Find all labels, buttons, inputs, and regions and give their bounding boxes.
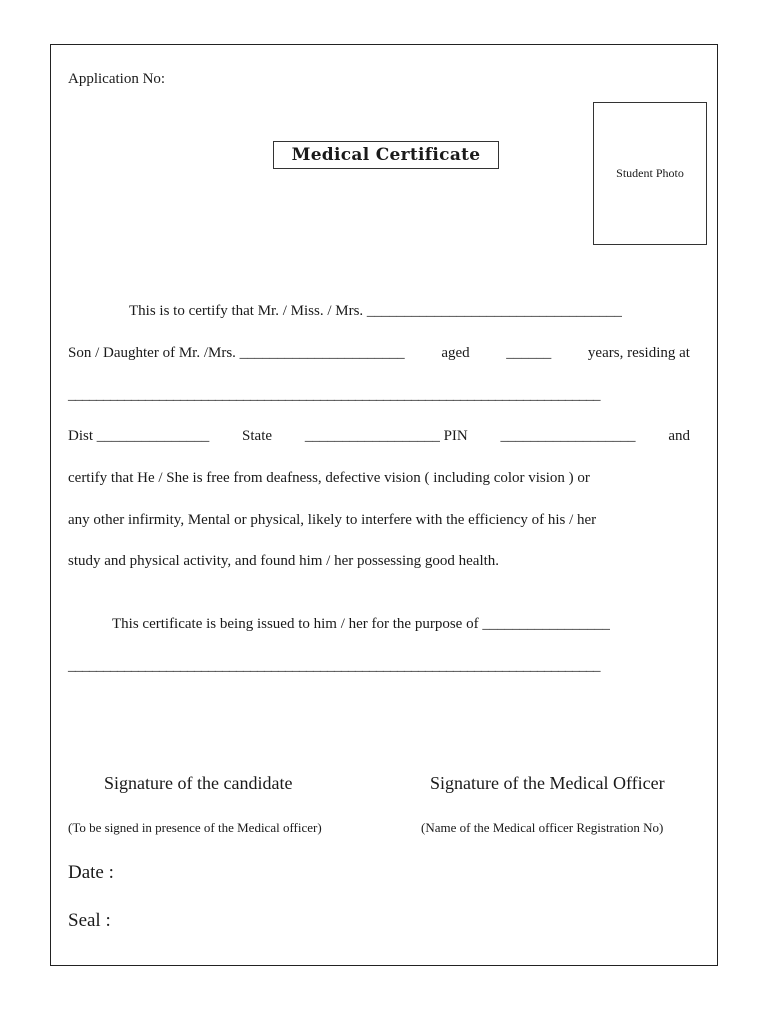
purpose-line: This certificate is being issued to him / her for the purpose of _________________	[112, 616, 610, 632]
certify-health-line-1: certify that He / She is free from deafness, defective vision ( including color vision ) or	[68, 470, 590, 486]
parent-name-text: Son / Daughter of Mr. /Mrs. ______________________	[68, 345, 405, 361]
pin-blank: __________________	[500, 428, 636, 444]
age-blank: ______	[506, 345, 552, 361]
date-label: Date :	[68, 862, 114, 883]
candidate-signature-note: (To be signed in presence of the Medical officer)	[68, 820, 322, 835]
purpose-blank-line: ____________________________________________________________________________	[68, 658, 600, 674]
certify-name-line: This is to certify that Mr. / Miss. / Mrs. __________________________________	[129, 303, 622, 319]
and-text: and	[668, 428, 690, 444]
address-blank-line: ____________________________________________________________________________	[68, 387, 600, 403]
application-number-label: Application No:	[68, 71, 166, 87]
certificate-title: Medical Certificate	[291, 145, 481, 165]
district-state-pin-line	[68, 428, 690, 445]
parent-age-line	[68, 345, 690, 362]
student-photo-label: Student Photo	[616, 166, 684, 180]
certify-health-line-3: study and physical activity, and found him / her possessing good health.	[68, 553, 500, 569]
certify-health-line-2: any other infirmity, Mental or physical, likely to interfere with the efficiency of his / her	[68, 512, 597, 528]
certificate-title-box	[273, 141, 499, 169]
candidate-signature-label: Signature of the candidate	[104, 773, 293, 793]
certificate-sheet	[50, 44, 718, 966]
officer-signature-note: (Name of the Medical officer Registration No)	[421, 820, 664, 835]
aged-text: aged	[441, 345, 470, 361]
seal-label: Seal :	[68, 910, 111, 931]
residing-text: years, residing at	[587, 345, 690, 361]
officer-signature-label: Signature of the Medical Officer	[430, 773, 665, 793]
state-label: State	[242, 428, 273, 444]
district-field: Dist _______________	[68, 428, 210, 444]
student-photo-box	[593, 102, 707, 245]
state-pin-field: __________________ PIN	[304, 428, 468, 444]
